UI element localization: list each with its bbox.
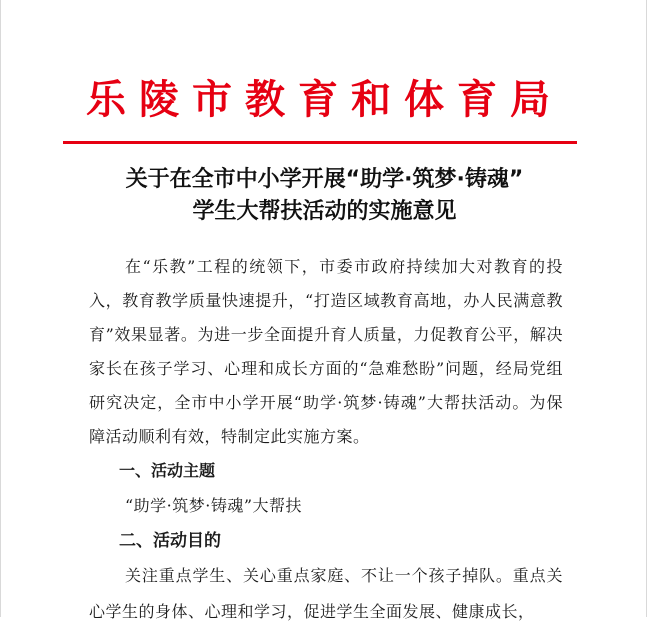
document-title — [1, 164, 647, 228]
red-divider — [63, 141, 577, 144]
section-text-purpose: 关注重点学生、关心重点家庭、不让一个孩子掉队。重点关心学生的身体、心理和学习，促进学生全面发展、健康成长， — [89, 566, 563, 621]
section-heading-purpose: 二、活动目的 — [119, 531, 221, 551]
title-line-1: 关于在全市中小学开展“助学·筑梦·铸魂” — [125, 167, 524, 192]
document-body — [89, 250, 563, 630]
title-line-2: 学生大帮扶活动的实施意见 — [192, 199, 457, 224]
issuer-header: 乐陵市教育和体育局 — [86, 77, 563, 123]
section-text-theme: “助学·筑梦·铸魂”大帮扶 — [125, 496, 303, 515]
section-heading-theme: 一、活动主题 — [119, 461, 216, 480]
intro-paragraph: 在“乐教”工程的统领下，市委市政府持续加大对教育的投入，教育教学质量快速提升，“打造区域教育高地，办人民满意教育”效果显著。为进一步全面提升育人质量，力促教育公平，解决家长在孩子学习、心理和成长方面的“急难愁盼”问题，经局党组研究决定，全市中小学开展“助学·筑梦·铸魂”大帮扶活动。为保障活动顺利有效，特制定此实施方案。 — [89, 257, 563, 446]
